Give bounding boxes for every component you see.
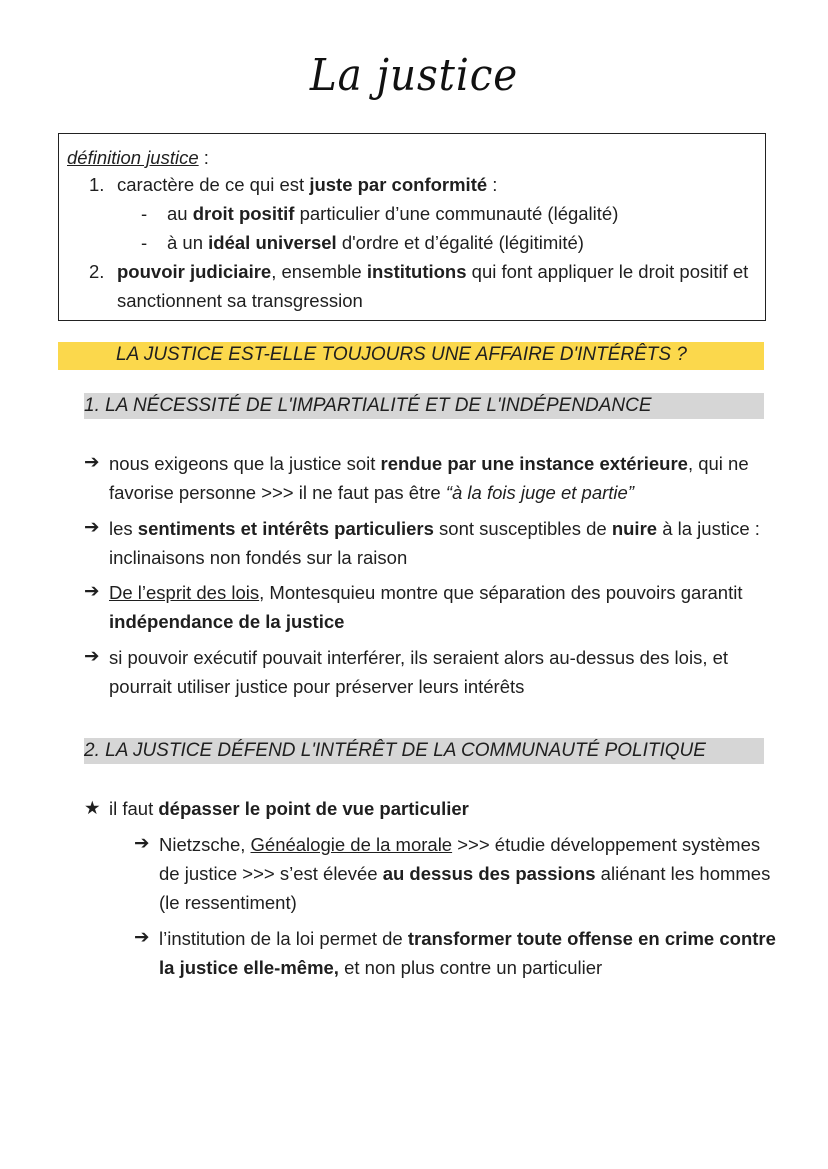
- text: aliénant les hommes: [595, 863, 771, 884]
- bold-text: indépendance de la justice: [109, 611, 345, 632]
- text: , ensemble: [271, 261, 367, 282]
- definition-box: [58, 133, 766, 321]
- section-1-bullet-2: [109, 514, 760, 572]
- text: si pouvoir exécutif pouvait interférer, ils seraient alors au-dessus des lois, et: [109, 647, 729, 668]
- dash-bullet: -: [141, 203, 148, 224]
- section-1-heading: [84, 393, 764, 419]
- bold-text: pouvoir judiciaire: [117, 261, 272, 282]
- arrow-icon: ➔: [134, 832, 150, 853]
- definition-subitem-b: [141, 229, 584, 257]
- text: (le ressentiment): [159, 892, 297, 913]
- section-2-heading-text: 2. LA JUSTICE DÉFEND L'INTÉRÊT DE LA COMMUNAUTÉ POLITIQUE: [84, 740, 706, 761]
- text: il faut: [109, 798, 159, 819]
- definition-heading-colon: :: [198, 147, 209, 168]
- bold-text: la justice elle-même,: [159, 957, 339, 978]
- arrow-icon: ➔: [84, 580, 100, 601]
- section-2-subitem-1: [159, 830, 770, 917]
- italic-quote: “à la fois juge et partie”: [445, 482, 634, 503]
- bold-text: transformer toute offense en crime contre: [407, 928, 776, 949]
- text: :: [487, 174, 498, 195]
- bold-text: institutions: [366, 261, 467, 282]
- list-number: 1.: [89, 174, 105, 195]
- bold-text: juste par conformité: [309, 174, 488, 195]
- definition-heading-text: définition justice: [67, 147, 199, 168]
- list-number: 2.: [89, 261, 105, 282]
- section-1-bullet-3: [109, 578, 742, 636]
- section-1-heading-text: 1. LA NÉCESSITÉ DE L'IMPARTIALITÉ ET DE L'INDÉPENDANCE: [84, 395, 652, 416]
- text: , qui ne: [687, 453, 749, 474]
- book-title: De l’esprit des lois: [109, 582, 260, 603]
- definition-item-1-text: [117, 171, 497, 199]
- text: qui font appliquer le droit positif et: [466, 261, 749, 282]
- definition-item-2-text: [117, 258, 748, 286]
- arrow-icon: ➔: [84, 451, 100, 472]
- star-icon: ★: [84, 797, 101, 818]
- text: sont susceptibles de: [433, 518, 612, 539]
- text: les: [109, 518, 138, 539]
- section-2-star-item: [109, 794, 469, 823]
- text: favorise personne >>> il ne faut pas être: [109, 482, 446, 503]
- bold-text: dépasser le point de vue particulier: [158, 798, 469, 819]
- bold-text: droit positif: [192, 203, 295, 224]
- section-2-subitem-2: [159, 924, 776, 982]
- bold-text: idéal universel: [208, 232, 337, 253]
- text: et non plus contre un particulier: [338, 957, 603, 978]
- bold-text: sentiments et intérêts particuliers: [137, 518, 434, 539]
- text: caractère de ce qui est: [117, 174, 310, 195]
- arrow-icon: ➔: [134, 926, 150, 947]
- definition-heading: [67, 144, 209, 172]
- arrow-icon: ➔: [84, 516, 100, 537]
- page-title: La justice: [309, 50, 519, 101]
- definition-subitem-a-text: [167, 200, 618, 228]
- question-banner-text: LA JUSTICE EST-ELLE TOUJOURS UNE AFFAIRE D'INTÉRÊTS ?: [116, 344, 687, 365]
- text: d'ordre et d’égalité (légitimité): [336, 232, 584, 253]
- definition-item-2-continued: sanctionnent sa transgression: [117, 290, 363, 311]
- book-title: Généalogie de la morale: [250, 834, 453, 855]
- section-2-heading: [84, 738, 764, 764]
- text: l’institution de la loi permet de: [159, 928, 408, 949]
- text: à la justice :: [657, 518, 760, 539]
- section-1-bullet-4: [109, 643, 728, 701]
- bold-text: au dessus des passions: [382, 863, 596, 884]
- text: au: [167, 203, 193, 224]
- text: >>> étudie développement systèmes: [452, 834, 761, 855]
- dash-bullet: -: [141, 232, 148, 253]
- text: à un: [167, 232, 209, 253]
- text: , Montesquieu montre que séparation des pouvoirs garantit: [259, 582, 743, 603]
- text: de justice >>> s’est élevée: [159, 863, 383, 884]
- definition-item-1: [89, 171, 498, 199]
- bold-text: nuire: [611, 518, 658, 539]
- section-1-bullet-1: [109, 449, 749, 507]
- question-banner: [58, 342, 764, 370]
- text: nous exigeons que la justice soit: [109, 453, 381, 474]
- definition-subitem-b-text: [167, 229, 584, 257]
- arrow-icon: ➔: [84, 645, 100, 666]
- bold-text: rendue par une instance extérieure: [380, 453, 688, 474]
- text: pourrait utiliser justice pour préserver leurs intérêts: [109, 676, 525, 697]
- text: particulier d’une communauté (légalité): [294, 203, 619, 224]
- text: Nietzsche,: [159, 834, 251, 855]
- text: inclinaisons non fondés sur la raison: [109, 547, 408, 568]
- definition-subitem-a: [141, 200, 619, 228]
- definition-item-2: [89, 258, 749, 286]
